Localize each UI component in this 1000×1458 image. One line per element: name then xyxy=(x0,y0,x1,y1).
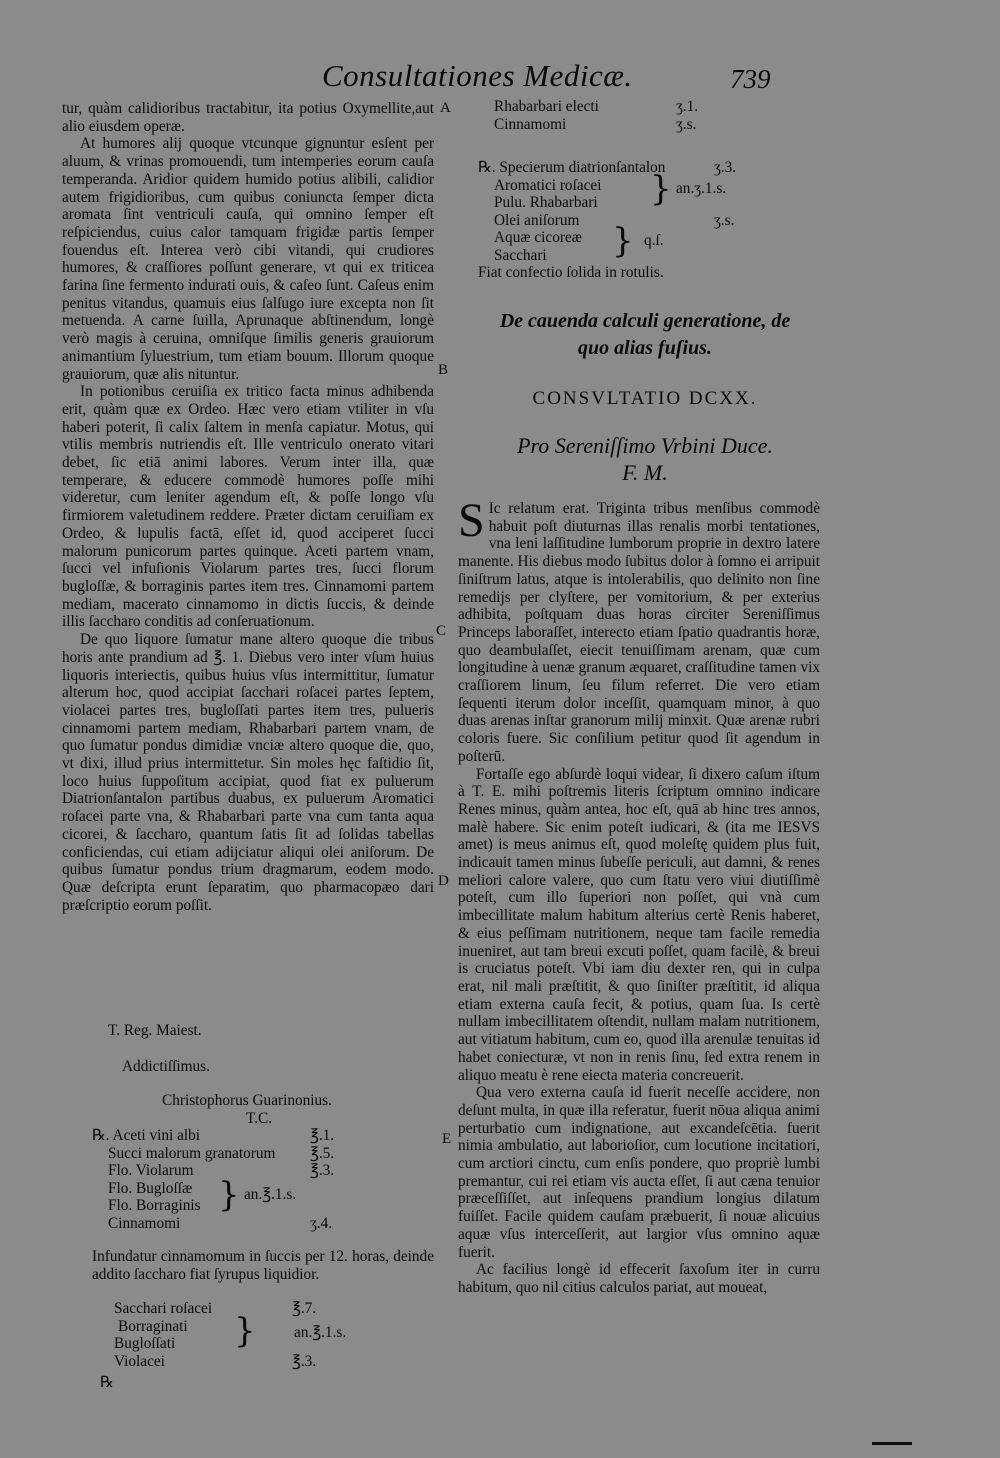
fiat-line: Fiat confectio ſolida in rotulis. xyxy=(478,264,664,281)
dedication xyxy=(460,432,830,486)
brace-icon: } xyxy=(650,169,672,209)
paragraph: In potionibus ceruiſia ex tritico facta minus adhibenda erit, quàm quæ ex Ordeo. Hæc vero etiam vtiliter in vſu haberi poterit, ſi calix ſaltem in menſa capiatur. Motus, qui vtilis membris nutriendis eſt. Ille ventriculo onerato vitari debet, ſic etiā animi labores. Verum inter illa, quæ temperare, & educere commodè humores poſſe mihi videretur, cum leniter agendum eſt, & poſſe longo vſu firmiorem valetudinem reddere. Præter dictam ceruiſiam ex Ordeo, & lupulis factā, eſſet id, quod acciperet ſucci malorum punicorum partes quinque. Aceti partem vnam, ſucci vel infuſionis Violarum partes tres, ſucci florum bugloſſæ, & borraginis partes item tres. Cinnamomi partem mediam, macerato cinnamomo in dictis ſuccis, & deinde illis ſaccharo conditis ad conſeruationum. xyxy=(62,383,434,631)
recipe-line xyxy=(92,1215,372,1233)
drop-cap: S xyxy=(458,494,485,547)
paragraph: tur, quàm calidioribus tractabitur, ita potius Oxymellite,aut alio eiusdem operæ. xyxy=(62,100,434,135)
dose: ʒ.4. xyxy=(310,1214,333,1232)
ingredient: Succi malorum granatorum xyxy=(108,1144,276,1162)
ingredient: ℞. Specierum diatrionſantalon xyxy=(478,159,666,176)
paragraph xyxy=(92,1248,434,1283)
right-column xyxy=(458,494,820,1297)
paragraph: At humores alij quoque vtcunque gignuntur esſent per aluum, & vrinas promouendi, tum intemperies eorum cauſa temperanda. Aridior quidem humido potius alibili, calidior autem frigidioribus, cum quibus coniuncta ſemper dicta aromata ſint ventriculi cauſa, qui omnino ſemper eſt reſpiciendus, cuius calor tamquam frigidæ partis ſemper fouendus eſt. Interea verò cibi vitandi, qui crudiores humores, & craſſiores poſſunt generare, vt qui ex triticea farina ſine fermento indurati ouis, & caſeo ſunt. Caſeus enim penitus vitandus, quamuis eius ſalſugo iure excepta non ſit metuenda. A carne ſuilla, Aprunaque abſtinendum, longè verò magis à ceruina, omniſque ſimilis generis grauiorum animantium ſyluestrium, tum etiam bouum. Illorum quoque grauiorum, quæ alis nituntur. xyxy=(62,135,434,383)
ingredient: Flo. Violarum xyxy=(108,1162,194,1179)
dedication-line: F. M. xyxy=(622,460,668,485)
dose: ʒ.s. xyxy=(676,115,697,133)
section-title xyxy=(460,308,830,362)
brace-icon: } xyxy=(234,1311,256,1351)
ingredient: Rhabarbari electi xyxy=(494,98,599,115)
dose: ʒ.3. xyxy=(714,159,737,176)
ingredient: ℞. Aceti vini albi xyxy=(92,1127,201,1144)
catchword: ℞ xyxy=(100,1374,114,1391)
ingredient: Borraginati xyxy=(118,1317,188,1335)
dose: ℥.1. xyxy=(310,1127,335,1144)
page-number: 739 xyxy=(730,64,771,94)
signature: Christophorus Guarinonius. xyxy=(162,1092,332,1109)
ingredient: Cinnamomi xyxy=(494,115,567,133)
recipe-line xyxy=(478,159,778,177)
recipe-line xyxy=(478,264,778,282)
paragraph-text: Ic relatum erat. Triginta tribus menſibus commodè habuit poſt diuturnas illas renalis morbi tentationes, vna leni laſſitudine lumborum proprie in dextro latere manente. His diebus modo ſubitus dolor à ſomno ei arripuit ſiniſtrum latus, atque is intolerabilis, quo delinito non ſine remedijs per clyſtere, per vomitorium, & per exterius adhibita, poſtquam duas horas circiter Sereniſſimus Princeps laboraſſet, interecto etiam ſpatio quadrantis horæ, quo deambulaſſet, eiecit tenuiſſimam arenam, quæ cum longitudine à uenæ granum æquaret, craſſitudine tamen vix craſſiorem linum, ſeu filum referret. Die vero etiam ſequenti iterum dolor inceſſit, quamquam minor, à quo duas arenas inſtar granorum milij minxit. Quæ arenæ rubri coloris fuere. Sic conſilium petitur quod ſit agendum in poſterū. xyxy=(458,500,820,765)
recipe-line xyxy=(478,194,778,212)
section-title-line: quo alias fuſius. xyxy=(578,337,712,359)
ingredient: Olei aniſorum xyxy=(494,211,580,229)
margin-letter: D xyxy=(438,873,449,889)
infundatur-text: Infundatur cinnamomum in ſuccis per 12. horas, deinde addito ſaccharo fiat ſyrupus liquidior. xyxy=(92,1248,434,1283)
recipe-line xyxy=(92,1145,372,1163)
closing-line: T. Reg. Maiest. xyxy=(108,1022,202,1039)
recipe-line xyxy=(478,177,778,195)
dose-shared: an.℥.1.s. xyxy=(244,1186,297,1203)
dose: ℥.7. xyxy=(292,1300,317,1317)
ingredient: Bugloſſati xyxy=(114,1335,176,1352)
dose: ℥.5. xyxy=(310,1144,335,1162)
dedication-line: Pro Sereniſſimo Vrbini Duce. xyxy=(517,433,773,458)
dose-shared: q.ſ. xyxy=(644,232,664,249)
brace-icon: } xyxy=(218,1175,240,1215)
paragraph: Fortaſſe ego abſurdè loqui videar, ſi dixero caſum iſtum à T. E. mihi poſtremis literis ſcriptum omnino indicare Renes minus, quàm antea, hoc eſt, quā ab hinc tres annos, malè habere. Sic enim poteſt iudicari, & (ita me IESVS amet) is meus animus eſt, quod moleſtę quidem plus fuit, indicauit tamen minus ſubeſſe periculi, aut damni, & renes meliori calore valere, quo cum ſtatu vero viui diutiſſimè poteſt, cum illo ſuperiori non poſſet, qui vnà cum imbecillitate malum habitum alterius certè Renis haberet, & eius peſſimam nutritionem, neque tam facile remedia inueniret, aut tam breui excuti poſſet, quam facilè, & breui is cruciatus poteſt. Vbi iam diu dexter ren, qui in culpa erat, nil mali præſtitit, & quo ſiniſter præſtitit, id aliqua etiam externa cauſa fecit, & potius, quam ſua. Is certè nullam imbecillitatem oſtendit, nullam malam nutritionem, aut vitiatum habitum, cum eo, quod illa arenulæ tenuitas id habet coniecturæ, vt non in renis ſinu, ſed extra renem in aliquo meatu è rene eiecta materia concreuerit. xyxy=(458,765,820,1084)
dose: ℥.3. xyxy=(310,1162,335,1179)
paragraph: De quo liquore ſumatur mane altero quoque die tribus horis ante prandium ad ℥. 1. Diebus vero inter vſum huius liquoris interiectis, quibus huius vſus intermittitur, ſumatur alterum hoc, quod accipiat ſacchari roſacei partes ſeptem, violacei partes tres, bugloſſati partes item tres, pulueris cinnamomi partem mediam, Rhabarbari partem vnam, de quo ſumatur pondus dimidiæ vnciæ altero quoque die, quo, vt dixi, illud prius intermittetur. Sin moles hęc faſtidio ſit, loco huius ſuppoſitum accipiat, quod fiat ex puluerum Diatrionſantalon partibus duabus, ex puluerum Aromatici roſacei parte vna, & Rhabarbari parte vna cum tanta aqua cicorei, & ſaccharo, quantum ſatis ſit ad ſolidas tabellas conficiendas, cui etiam adijciatur aliqui olei aniſorum. De quibus ſumatur pondus trium dragmarum, eodem modo. Quæ deſcripta erunt ſeparatim, quo pharmacopæo dari præſcriptio eorum poſſit. xyxy=(62,631,434,914)
recipe-line xyxy=(478,116,778,134)
ingredient: Flo. Borraginis xyxy=(108,1197,201,1214)
signature-initials: T.C. xyxy=(246,1110,273,1127)
ingredient: Violacei xyxy=(114,1352,165,1370)
paragraph: Qua vero externa cauſa id fuerit neceſſe accidere, non deſunt multa, in quæ illa referatur, fuerit nōua aliqua animi perturbatio cum indignatione, aut excandeſcētia. fuerit nimia ambulatio, aut laborioſior, cum locutione incitatiori, cum arctiori cinctu, cum enſis pondere, quo propriè lumbi premantur, cui rei etiam vis aucta eſſet, ſi aut cæna tenuior præceſſiſſet, aut inſequens prandium longius dilatum fuiſſet. Facile quidem cauſam præbuerit, ſi nouæ alicuius aquæ vſus interceſſerit, aut largior vſus omnino aquæ fuerit. xyxy=(458,1084,820,1261)
margin-letter: E xyxy=(442,1131,452,1147)
recipe-line xyxy=(478,98,778,116)
running-title: Consultationes Medicæ. xyxy=(322,58,633,93)
ingredient: Pulu. Rhabarbari xyxy=(494,194,598,211)
dose-shared: an.℥.1.s. xyxy=(294,1324,347,1341)
ingredient: Sacchari roſacei xyxy=(114,1300,213,1317)
ingredient: Flo. Bugloſſæ xyxy=(108,1179,193,1197)
dose: ℥.3. xyxy=(292,1352,317,1370)
consultatio-heading: CONSVLTATIO DCXX. xyxy=(532,388,758,409)
dose: ʒ.s. xyxy=(714,211,735,229)
section-title-line: De cauenda calculi generatione, de xyxy=(499,310,791,332)
recipe-line xyxy=(114,1353,374,1371)
ingredient: Aquæ cicoreæ xyxy=(494,229,582,246)
decorative-rule xyxy=(872,1442,912,1445)
ingredient: Cinnamomi xyxy=(108,1214,181,1232)
paragraph: Ac facilius longè id effecerit ſaxoſum iter in curru habitum, quo nil citius calculos pariat, aut moueat, xyxy=(458,1261,820,1296)
margin-letter: B xyxy=(438,362,449,378)
recipe-line xyxy=(92,1127,372,1145)
closing-line: Addictiſſimus. xyxy=(122,1058,210,1075)
paragraph xyxy=(458,494,820,766)
left-column xyxy=(62,100,434,914)
ingredient: Aromatici roſacei xyxy=(494,176,602,194)
margin-letter: C xyxy=(436,623,447,639)
brace-icon: } xyxy=(612,221,634,261)
dose: ʒ.1. xyxy=(676,98,699,115)
margin-letter: A xyxy=(440,100,451,116)
ingredient: Sacchari xyxy=(494,246,547,264)
dose-shared: an.ʒ.1.s. xyxy=(676,180,727,197)
